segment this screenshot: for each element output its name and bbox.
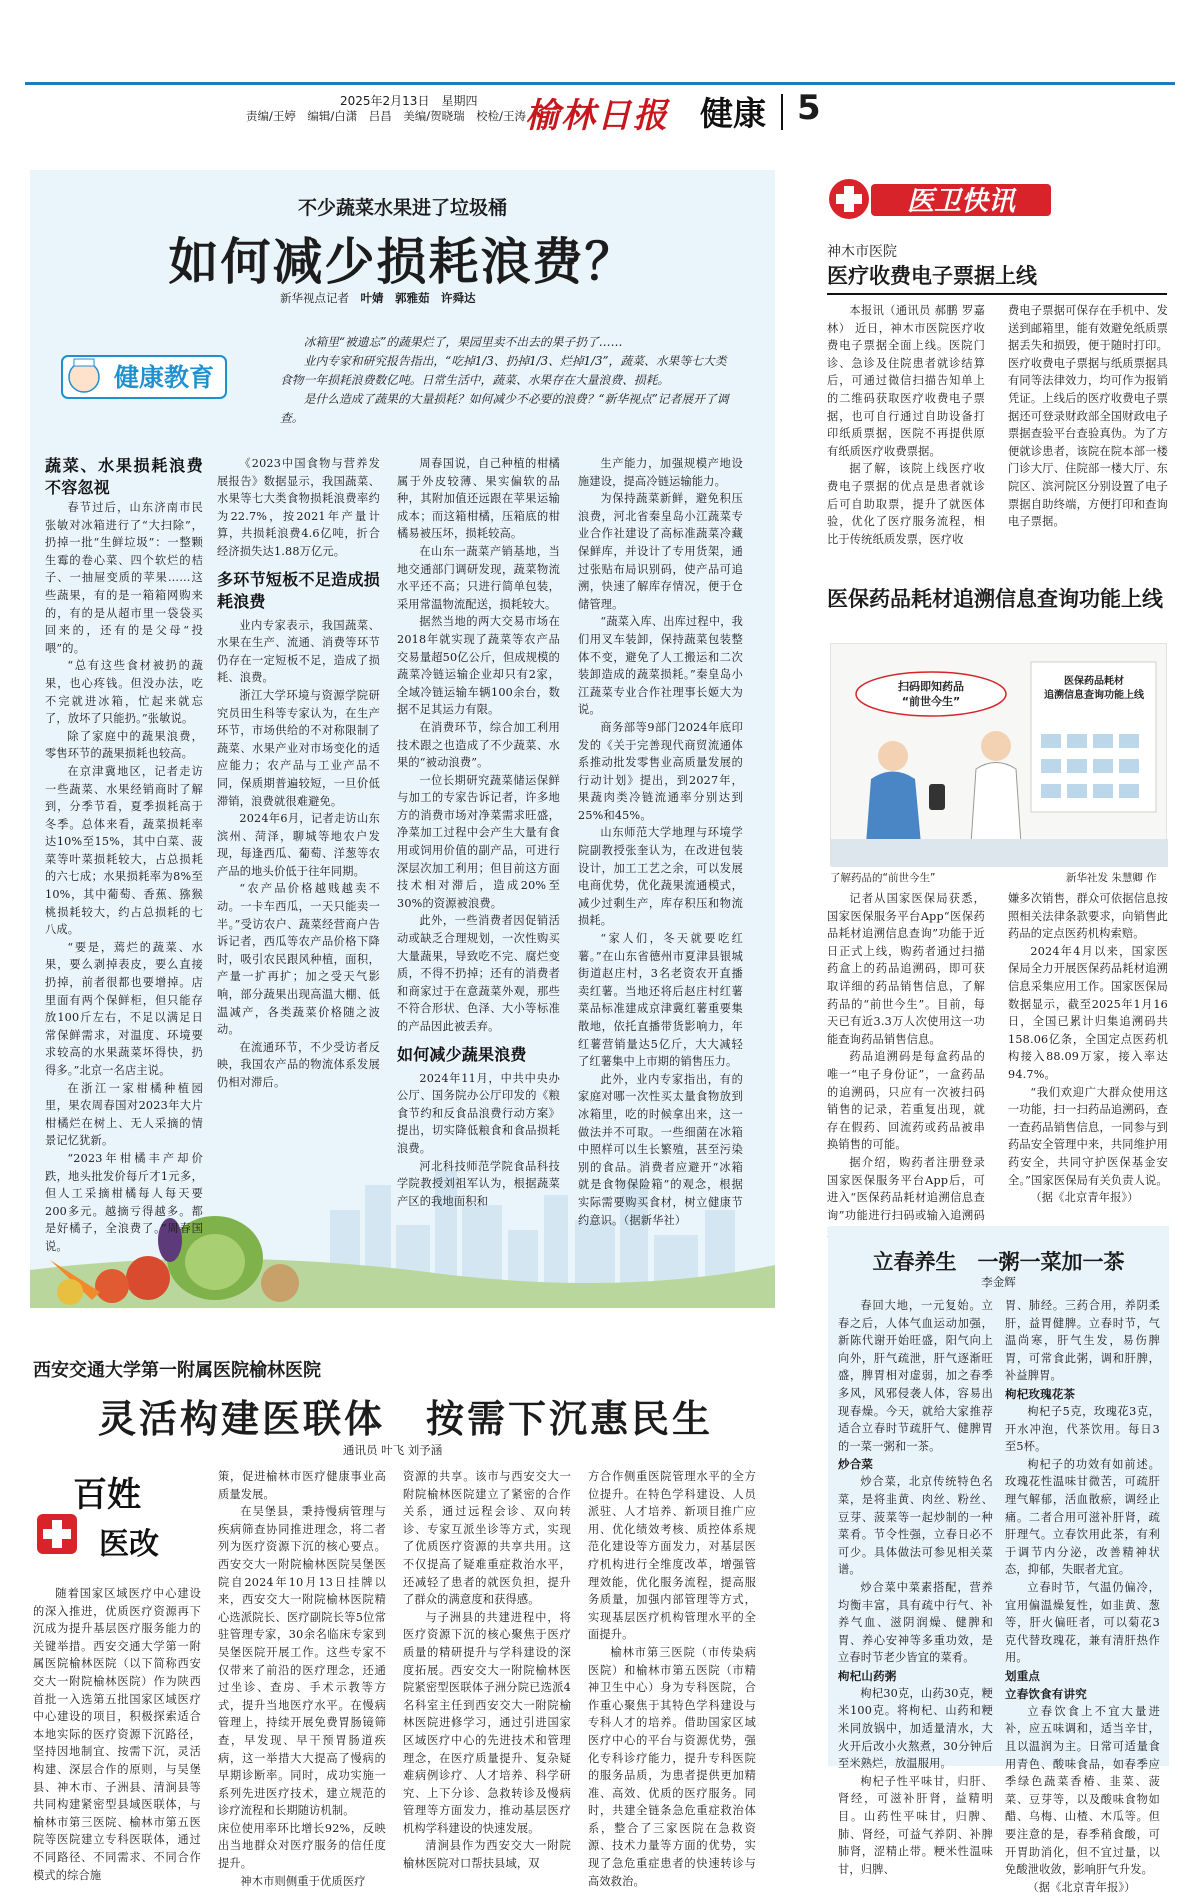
paragraph: 在消费环节，综合加工利用技术跟之也造成了不少蔬菜、水果的“被动浪费”。 xyxy=(397,720,560,770)
health-education-badge xyxy=(60,352,228,402)
date-line: 2025年2月13日 星期四 xyxy=(340,94,478,108)
section-heading: 如何减少蔬果浪费 xyxy=(397,1044,527,1064)
cross-icon-horizontal xyxy=(836,194,862,204)
illustration-credit: 新华社发 朱慧卿 作 xyxy=(1066,872,1157,884)
pharmacy-counter xyxy=(831,839,1168,867)
speech-bubble xyxy=(856,672,1006,716)
key-points-subheading: 立春饮食有讲究 xyxy=(1005,1686,1087,1701)
recipe-heading: 枸杞山药粥 xyxy=(838,1668,897,1683)
main-article-column-4 xyxy=(578,455,743,1227)
paragraph: 春节过后，山东济南市民张敏对冰箱进行了“大扫除”，扔掉一批“生鲜垃圾”：一整颗生霉的卷心菜、四个软烂的桔子、一抽屉变质的苹果……这些蔬果，有的是一箱箱网购来的，有的是从超市里一袋袋买回来的，还有的是父母“投喂”的。 xyxy=(45,501,203,655)
editors-line: 责编/王婷 编辑/白潇 吕昌 美编/贺晓瑞 校检/王涛 xyxy=(246,109,526,123)
paragraph: 立春饮食上不宜大量进补，应五味调和，适当辛甘，且以温润为主。日常可适量食用青色、酸味食品，如春季应季绿色蔬菜香椿、韭菜、菠菜、豆芽等，以及酸味食物如醋、乌梅、山楂、木瓜等。但要注意的是，春季稍食酸，可开胃助消化，但不宜过量，以免酸泄收敛，影响肝气升发。 xyxy=(1005,1704,1160,1877)
paragraph: 浙江大学环境与资源学院研究员田生科等专家认为，在生产环节，市场供给的不对称限制了蔬菜、水果产业对市场变化的适应能力；农产品与工业产品不同，保质期普遍较短，一旦价低滞销，浪费就很难避免。 xyxy=(217,688,380,808)
hospital-article-column-1 xyxy=(33,1585,201,1895)
section-name: 健康 xyxy=(700,94,766,133)
paragraph: 资源的共享。该市与西安交大一附院榆林医院建立了紧密的合作关系，通过远程会诊、双向转诊、专家互派坐诊等方式，实现了优质医疗资源的共享共用。这不仅提高了疑难重症救治水平，还减轻了患者的就医负担，提升了群众的满意度和获得感。 xyxy=(403,1470,571,1607)
lead-paragraph: 是什么造成了蔬果的大量损耗？如何减少不必要的浪费？“新华视点”记者展开了调查。 xyxy=(280,392,729,425)
paragraph: 榆林市第三医院（市传染病医院）和榆林市第五医院（市精神卫生中心）身为专科医院，合作重心聚焦于其特色学科建设与专科人才的培养。借助国家区域医疗中心的平台与资源优势，强化专科诊疗能力，提升专科医院的服务品质，为患者提供更加精准、高效、优质的医疗服务。同时，共建全链条急危重症救治体系，整合了三家医院在急救资源、技术力量等方面的优势，实现了急危重症患者的快速转诊与高效救治。 xyxy=(588,1645,756,1888)
paragraph: 在山东一蔬菜产销基地，当地交通部门调研发现，蔬菜物流水平还不高；只进行简单包装，采用常温物流配送，损耗较大。 xyxy=(397,544,560,611)
potato-icon xyxy=(261,1264,299,1302)
paragraph: 费电子票据可保存在手机中、发送到邮箱里，能有效避免纸质票据丢失和损毁，便于随时打印。医疗收费电子票据与纸质票据具有同等法律效力，均可作为报销凭证。上线后的医疗收费电子票据还可登录财政部全国财政电子票据查验平台查验真伪。为了方便就诊患者，该院在院本部一楼门诊大厅、住院部一楼大厅、东院区、滨河院区分别设置了电子票据自助终端，方便打印和查询电子票据。 xyxy=(1008,304,1168,529)
lead-paragraph: 业内专家和研究报告指出，“吃掉1/3、扔掉1/3、烂掉1/3”，蔬菜、水果等七大类食物一年损耗浪费数亿吨。日常生活中，蔬菜、水果存在大量浪费、损耗。 xyxy=(280,354,727,387)
nurse-cap-icon xyxy=(74,359,94,366)
cross-icon-horizontal xyxy=(43,1529,71,1539)
paragraph: 枸杞30克，山药30克，粳米100克。将枸杞、山药和粳米同放锅中，加适量清水，大火开后改小火熬煮，30分钟后至米熟烂，放温服用。 xyxy=(838,1686,993,1771)
main-article-kicker: 不少蔬菜水果进了垃圾桶 xyxy=(297,197,507,219)
hospital-article-title: 灵活构建医联体 按需下沉惠民生 xyxy=(98,1397,714,1441)
paragraph: 记者从国家医保局获悉，国家医保服务平台App“医保药品耗材追溯信息查询”功能于近日正式上线，购药者通过扫描药盒上的药品追溯码，即可获取详细的药品销售信息，了解药品的“前世今生”。目前，每天已有近3.3万人次使用这一功能查询药品销售信息。 xyxy=(827,892,985,1046)
pharmacist-coat-icon xyxy=(971,763,1021,845)
news1-source: 神木市医院 xyxy=(827,244,897,260)
main-article-lead xyxy=(280,333,735,428)
pharmacist-head-icon xyxy=(981,731,1011,761)
paragraph: “蔬菜入库、出库过程中，我们用叉车装卸，保持蔬菜包装整体不变，避免了人工搬运和二次装卸造成的蔬菜损耗。”秦皇岛小江蔬菜专业合作社理事长姬大为说。 xyxy=(578,615,743,717)
paragraph: 立春时节，气温仍偏冷，宜用偏温燥复性，如韭黄、葱等，肝火偏旺者，可以菊花3克代替玫瑰花，兼有清肝热作用。 xyxy=(1005,1580,1160,1665)
paragraph: 为保持蔬菜新鲜，避免积压浪费，河北省秦皇岛小江蔬菜专业合作社建设了高标准蔬菜冷藏保鲜库，并设计了专用货架，通过张贴布局识别码，使产品可追溯，快速了解库存情况，便于仓储管理。 xyxy=(578,492,743,611)
paragraph: 在京津冀地区，记者走访一些蔬菜、水果经销商时了解到，分季节看，夏季损耗高于冬季。总体来看，蔬菜损耗率达10%至15%，其中白菜、菠菜等叶菜损耗较大，占总损耗的六七成；水果损耗率为8%至10%，其中葡萄、香蕉、猕猴桃损耗较大，约占总损耗的七八成。 xyxy=(45,764,203,937)
spring-health-title: 立春养生 一粥一菜加一茶 xyxy=(872,1250,1125,1274)
paragraph: 神木市则侧重于优质医疗 xyxy=(240,1874,366,1888)
paragraph: 商务部等9部门2024年底印发的《关于完善现代商贸流通体系推动批发零售业高质量发展的行动计划》提出，到2027年，果蔬肉类冷链流通率分别达到25%和45%。 xyxy=(578,720,743,822)
paragraph: 此外，业内专家指出，有的家庭对哪一次性买太量食物放到冰箱里，吃的时候拿出来，这一做法并不可取。一些细菌在冰箱中照样可以生长繁殖，甚至污染别的食品。消费者应避开“冰箱就是食物保险箱”的观念，根据实际需要购买食材，树立健康节约意识。（据新华社） xyxy=(578,1072,743,1227)
logo-text-small: 医改 xyxy=(99,1527,159,1562)
main-article-column-2 xyxy=(217,455,380,1145)
paragraph: 胃、肺经。三药合用，养阴柔肝，益胃健脾。立春时节，气温尚寒，肝气生发，易伤脾胃，可常食此粥，调和肝脾，补益脾胃。 xyxy=(1005,1299,1160,1383)
paragraph: 除了家庭中的蔬果浪费，零售环节的蔬果损耗也较高。 xyxy=(45,729,203,761)
logo-text-large: 百姓 xyxy=(73,1475,141,1515)
byline-names: 叶婧 郭雅茹 许舜达 xyxy=(360,291,476,305)
news2-column-left xyxy=(827,890,985,1222)
paragraph: 春回大地，一元复始。立春之后，人体气血运动加强，新陈代谢开始旺盛，阳气向上向外，肝气疏泄，肝气逐渐旺盛，脾胃相对虚弱，加之春季多风，风邪侵袭人体，容易出现春燥。今天，就给大家推荐适合立春时节疏肝气、健脾胃的一菜一粥和一茶。 xyxy=(838,1299,993,1453)
main-article-column-1 xyxy=(45,455,203,1300)
main-article-byline xyxy=(280,290,476,306)
masthead-rule xyxy=(25,82,1175,85)
paragraph: 随着国家区域医疗中心建设的深入推进，优质医疗资源再下沉成为提升基层医疗服务能力的关键举措。西安交通大学第一附属医院榆林医院（以下简称西安交大一附院榆林医院）作为陕西首批一入选第五批国家区域医疗中心建设的项目，积极探索适合本地实际的医疗资源下沉路径，坚持因地制宜、按需下沉，灵活构建、深层合作的原则，与吴堡县、神木市、子洲县、清涧县等共同构建紧密型县域医联体，与榆林市第三医院、榆林市第五医院等医院建立专科医联体，通过不同路径、不同需求、不同合作模式的综合施 xyxy=(33,1587,201,1882)
hospital-article-column-4 xyxy=(588,1468,756,1895)
paragraph: 床位使用率环比增长92%，反映出当地群众对医疗服务的信任度提升。 xyxy=(218,1821,386,1871)
hospital-article-column-3 xyxy=(403,1468,571,1895)
paragraph: “我们欢迎广大群众使用这一功能，扫一扫药品追溯码，查一查药品销售信息，一同参与到药品安全管理中来，共同维护用药安全，共同守护医保基金安全。”国家医保局有关负责人说。 xyxy=(1008,1085,1168,1187)
paragraph: 嫌多次销售，群众可依据信息按照相关法律条款要求，向销售此药品的定点医药机构索赔。 xyxy=(1008,892,1168,941)
section-heading: 蔬菜、水果损耗浪费不容忽视 xyxy=(45,456,203,497)
hospital-article-byline: 通讯员 叶飞 刘予涵 xyxy=(343,1443,443,1457)
paragraph: 炒合菜，北京传统特色名菜，是将韭黄、肉丝、粉丝、豆芽、菠菜等一起炒制的一种菜肴。节令性强，立春日必不可少。具体做法可参见相关菜谱。 xyxy=(838,1475,993,1577)
speech-bubble-text-line2: “前世今生” xyxy=(901,695,961,708)
paragraph: 药品追溯码是每盒药品的唯一“电子身份证”，一盒药品的追溯码，只应有一次被扫码销售的记录，若重复出现，就存在假药、回流药或药品被串换销售的可能。 xyxy=(827,1050,985,1152)
speech-bubble-text-line1: 扫码即知药品 xyxy=(898,680,964,693)
source-note: （据《北京青年报》） xyxy=(1027,1880,1136,1894)
customer-body-icon xyxy=(866,772,921,845)
paragraph: 2024年11月，中共中央办公厅、国务院办公厅印发的《粮食节约和反食品浪费行动方案》提出，切实降低粮食和食品损耗浪费。 xyxy=(397,1071,560,1155)
news1-column-left xyxy=(827,302,985,546)
paragraph: 2024年6月，记者走访山东滨州、菏泽，聊城等地农户发现，每逢西瓜、葡萄、洋葱等农产品的地头价低于往年同期。 xyxy=(217,812,380,878)
news1-title: 医疗收费电子票据上线 xyxy=(827,264,1037,288)
paragraph: “要是，蔫烂的蔬菜、水果，要么剥掉表皮，要么直接扔掉，前者很都也要增掉。店里面有两个保鲜柜，但只能存放100斤左右，不足以满足日常保鲜需求，对温度、环境要求较高的水果蔬菜坏得快，扔得多。”北京一名店主说。 xyxy=(45,940,203,1077)
news2-title: 医保药品耗材追溯信息查询功能上线 xyxy=(827,587,1163,611)
paragraph: 炒合菜中菜素搭配，营养均衡丰富，具有疏中行气、补养气血、滋阴润燥、健脾和胃、养心安神等多重功效，是立春时节老少皆宜的菜肴。 xyxy=(838,1580,993,1665)
illustration-caption: 了解药品的“前世今生” xyxy=(830,872,936,884)
paragraph: 河北科技师范学院食品科技学院教授刘祖军认为，根据蔬菜产区的我地面积和 xyxy=(397,1159,560,1208)
section-heading: 多环节短板不足造成损耗浪费 xyxy=(217,569,380,611)
paragraph: 《2023中国食物与营养发展报告》数据显示，我国蔬菜、水果等七大类食物损耗浪费率约为22.7%，按2021年产量计算，共损耗浪费4.6亿吨，折合经济损失达1.88万亿元。 xyxy=(217,457,380,558)
news2-column-right xyxy=(1008,890,1168,1205)
main-article-title: 如何减少损耗浪费？ xyxy=(168,233,637,291)
paragraph: “家人们，冬天就要吃红薯。”在山东省德州市夏津县银城街道赵庄村，3名老资农开直播卖红薯。当地还将后赵庄村红薯菜品标准建成京津冀红薯重要集散地，依托直播带货影响力，年红薯营销量达5亿斤，大大减轻了红薯集中上市期的销售压力。 xyxy=(578,932,743,1069)
paragraph: 枸杞子性平味甘，归肝、肾经，可滋补肝肾，益精明目。山药性平味甘，归脾、肺、肾经，可益气养阴、补脾肺肾，涩精止带。粳米性温味甘，归脾、 xyxy=(838,1774,993,1876)
hospital-article-kicker: 西安交通大学第一附属医院榆林医院 xyxy=(33,1360,321,1381)
paragraph: 周春国说，自己种植的柑橘属于外皮较薄、果实偏软的品种，其附加值还远跟在苹果运输成本；而这箱柑橘，压箱底的柑橘易被压坏，损耗较高。 xyxy=(397,457,560,541)
news1-column-right xyxy=(1008,302,1168,542)
yiwei-news-logo xyxy=(825,175,1055,223)
customer-head-icon xyxy=(878,741,908,771)
paragraph: 此外，一些消费者因促销活动或缺乏合理规划，一次性购买大量蔬果，导致吃不完、腐烂变质，不得不扔掉；还有的消费者和商家过于在意蔬菜外观，那些不符合形状、色泽、大小等标准的产品因此被丢弃。 xyxy=(397,914,560,1033)
paragraph: 方合作侧重医院管理水平的全方位提升。在特色学科建设、人员派驻、人才培养、新项目推广应用、优化绩效考核、质控体系规范化建设等方面发力，对基层医疗机构进行全维度改革，增强管理效能，优化服务流程，提高服务质量，加强内部管理等方式，实现基层医疗机构管理水平的全面提升。 xyxy=(588,1470,756,1642)
spring-health-author: 李金辉 xyxy=(981,1275,1016,1289)
pharmacy-illustration-drawing xyxy=(831,644,1168,867)
paragraph: 在流通环节，不少受访者反映，我国农产品的物流体系发展仍相对滞后。 xyxy=(217,1040,380,1089)
key-points-heading: 划重点 xyxy=(1005,1668,1041,1683)
paragraph: 2024年4月以来，国家医保局全力开展医保药品耗材追溯信息采集应用工作。国家医保局数据显示，截至2025年1月16日，全国已累计归集追溯码共158.06亿条，全国定点医药机构接入88.09万家，接入率达94.7%。 xyxy=(1008,944,1168,1081)
main-article-column-3 xyxy=(397,455,560,1208)
paragraph: 业内专家表示，我国蔬菜、水果在生产、流通、消费等环节仍存在一定短板不足，造成了损耗、浪费。 xyxy=(217,618,380,685)
lead-paragraph: 冰箱里“被遗忘”的蔬果烂了，果园里卖不出去的果子扔了…… xyxy=(303,335,623,349)
badge-label: 健康教育 xyxy=(113,363,215,392)
source-note: （据《北京青年报》） xyxy=(1030,1191,1139,1205)
paragraph: 清涧县作为西安交大一附院榆林医院对口帮扶县域，双 xyxy=(403,1839,571,1871)
spring-health-column-right xyxy=(1005,1297,1160,1894)
people-medical-reform-logo xyxy=(33,1468,203,1568)
paragraph: 山东师范大学地理与环境学院副教授张奎认为，在改进包装设计，加工工艺之余，可以发展电商优势，优化蔬果流通模式，减少过剩生产，库存积压和物流损耗。 xyxy=(578,826,743,928)
paragraph: 枸杞子5克，玫瑰花3克，开水冲泡，代茶饮用。每日3至5杯。 xyxy=(1005,1404,1160,1454)
recipe-heading: 枸杞玫瑰花茶 xyxy=(1005,1386,1076,1401)
paragraph: 在浙江一家柑橘种植园里，果农周春国对2023年大片柑橘烂在树上、无人采摘的情景记忆犹新。 xyxy=(45,1081,203,1148)
logo-text: 医卫快讯 xyxy=(907,186,1015,217)
paragraph: 一位长期研究蔬菜储运保鲜与加工的专家告诉记者，许多地方的消费市场对净菜需求旺盛，净菜加工过程中会产生大量有食用或饲用价值的副产品，可进行深层次加工利用；但目前这方面技术相对滞后，造成20%至30%的资源被浪费。 xyxy=(397,773,560,910)
board-text-line2: 追溯信息查询功能上线 xyxy=(1044,690,1144,701)
newspaper-logo: 榆林日报 xyxy=(525,96,669,136)
board-text-line1: 医保药品耗材 xyxy=(1064,676,1124,687)
paragraph: 枸杞子的功效有如前述。玫瑰花性温味甘微苦，可疏肝理气解郁，活血散瘀，调经止痛。二者合用可滋补肝肾，疏肝理气。立春饮用此茶，有利于调节内分泌，改善精神状态，抑郁，失眠者尤宜。 xyxy=(1005,1457,1160,1577)
byline-prefix: 新华视点记者 xyxy=(280,291,349,305)
pharmacy-illustration xyxy=(830,643,1167,866)
paragraph: 与子洲县的共建进程中，将医疗资源下沉的核心聚焦于医疗质量的精研提升与学科建设的深度拓展。西安交大一附院榆林医院紧密型医联体子洲分院已选派4名科室主任到西安交大一附院榆林医院进修学习，通过引进国家区域医疗中心的先进技术和管理理念，在医疗质量提升、复杂疑难病例诊疗、人才培养、科学研究、上下分诊、急救转诊及慢病管理等方面发力，推动基层医疗机构学科建设的快速发展。 xyxy=(403,1610,571,1835)
paragraph: “总有这些食材被扔的蔬果，也心疼钱。但没办法，吃不完就进冰箱，忙起来就忘了，放坏了只能扔。”张敏说。 xyxy=(45,659,203,726)
paragraph: 据然当地的两大交易市场在2018年就实现了蔬菜等农产品交易量超50亿公斤，但成规模的蔬菜冷链运输企业却只有2家，全域冷链运输车辆100余台，数据不足其运力有限。 xyxy=(397,615,560,717)
paragraph: 据了解，该院上线医疗收费电子票据的优点是患者就诊后可自助取票，提升了就医体验，优化了医疗服务流程，相比于传统纸质发票，医疗收 xyxy=(827,462,985,546)
paragraph: 在吴堡县，秉持慢病管理与疾病筛查协同推进理念，将二者列为医疗资源下沉的核心要点。西安交大一附院榆林医院吴堡医院自2024年10月13日挂牌以来，西安交大一附院榆林医院精心选派院长、医疗副院长等5位常驻管理专家，30余名临床专家到吴堡医院开展工作。这些专家不仅带来了前沿的医疗理念，还通过坐诊、查房、手术示教等方式，提升当地医疗水平。在慢病管理上，持续开展免费胃肠镜筛查，早发现、早干预胃肠道疾病，这一举措大大提高了慢病的早期诊断率。同时，成功实施一系列先进医疗技术，建立规范的诊疗流程和长期随访机制。 xyxy=(218,1505,386,1818)
paragraph: 本报讯（通讯员 郝鹏 罗嘉林） 近日，神木市医院医疗收费电子票据全面上线。医院门诊、急诊及住院患者就诊结算后，可通过微信扫描告知单上的二维码获取医疗收费电子票据，也可自行通过自助设备打印纸质票据，医院不再提供原有纸质医疗收费票据。 xyxy=(827,304,985,458)
hospital-article-column-2 xyxy=(218,1468,386,1895)
recipe-heading: 炒合菜 xyxy=(838,1457,874,1472)
page-number-divider xyxy=(781,94,783,130)
paragraph: “农产品价格越贱越卖不动。一卡车西瓜，一天只能卖一半。”受访农户、蔬菜经营商户告诉记者，西瓜等农产品价格下降时，吸引农民跟风种植，面积，产量一扩再扩；加之受天气影响，部分蔬果出现高温大棚、低温减产，各类蔬菜价格随之波动。 xyxy=(217,882,380,1037)
paragraph: 策，促进榆林市医疗健康事业高质量发展。 xyxy=(218,1470,386,1501)
paragraph: “2023年柑橘丰产却价跌，地头批发价每斤才1元多，但人工采摘柑橘每人每天要200多元。越摘亏得越多。都是好橘子，全浪费了。”周春国说。 xyxy=(45,1151,203,1253)
news1-rule xyxy=(827,293,1167,295)
paragraph: 生产能力，加强规模产地设施建设，提高冷链运输能力。 xyxy=(578,457,743,488)
spring-health-column-left xyxy=(838,1297,993,1876)
paragraph: 据介绍，购药者注册登录国家医保服务平台App后，可进入“医保药品耗材追溯信息查询”功能进行扫码或输入追溯码 xyxy=(827,1155,985,1222)
phone-icon xyxy=(929,784,945,810)
page-number: 5 xyxy=(797,88,821,128)
